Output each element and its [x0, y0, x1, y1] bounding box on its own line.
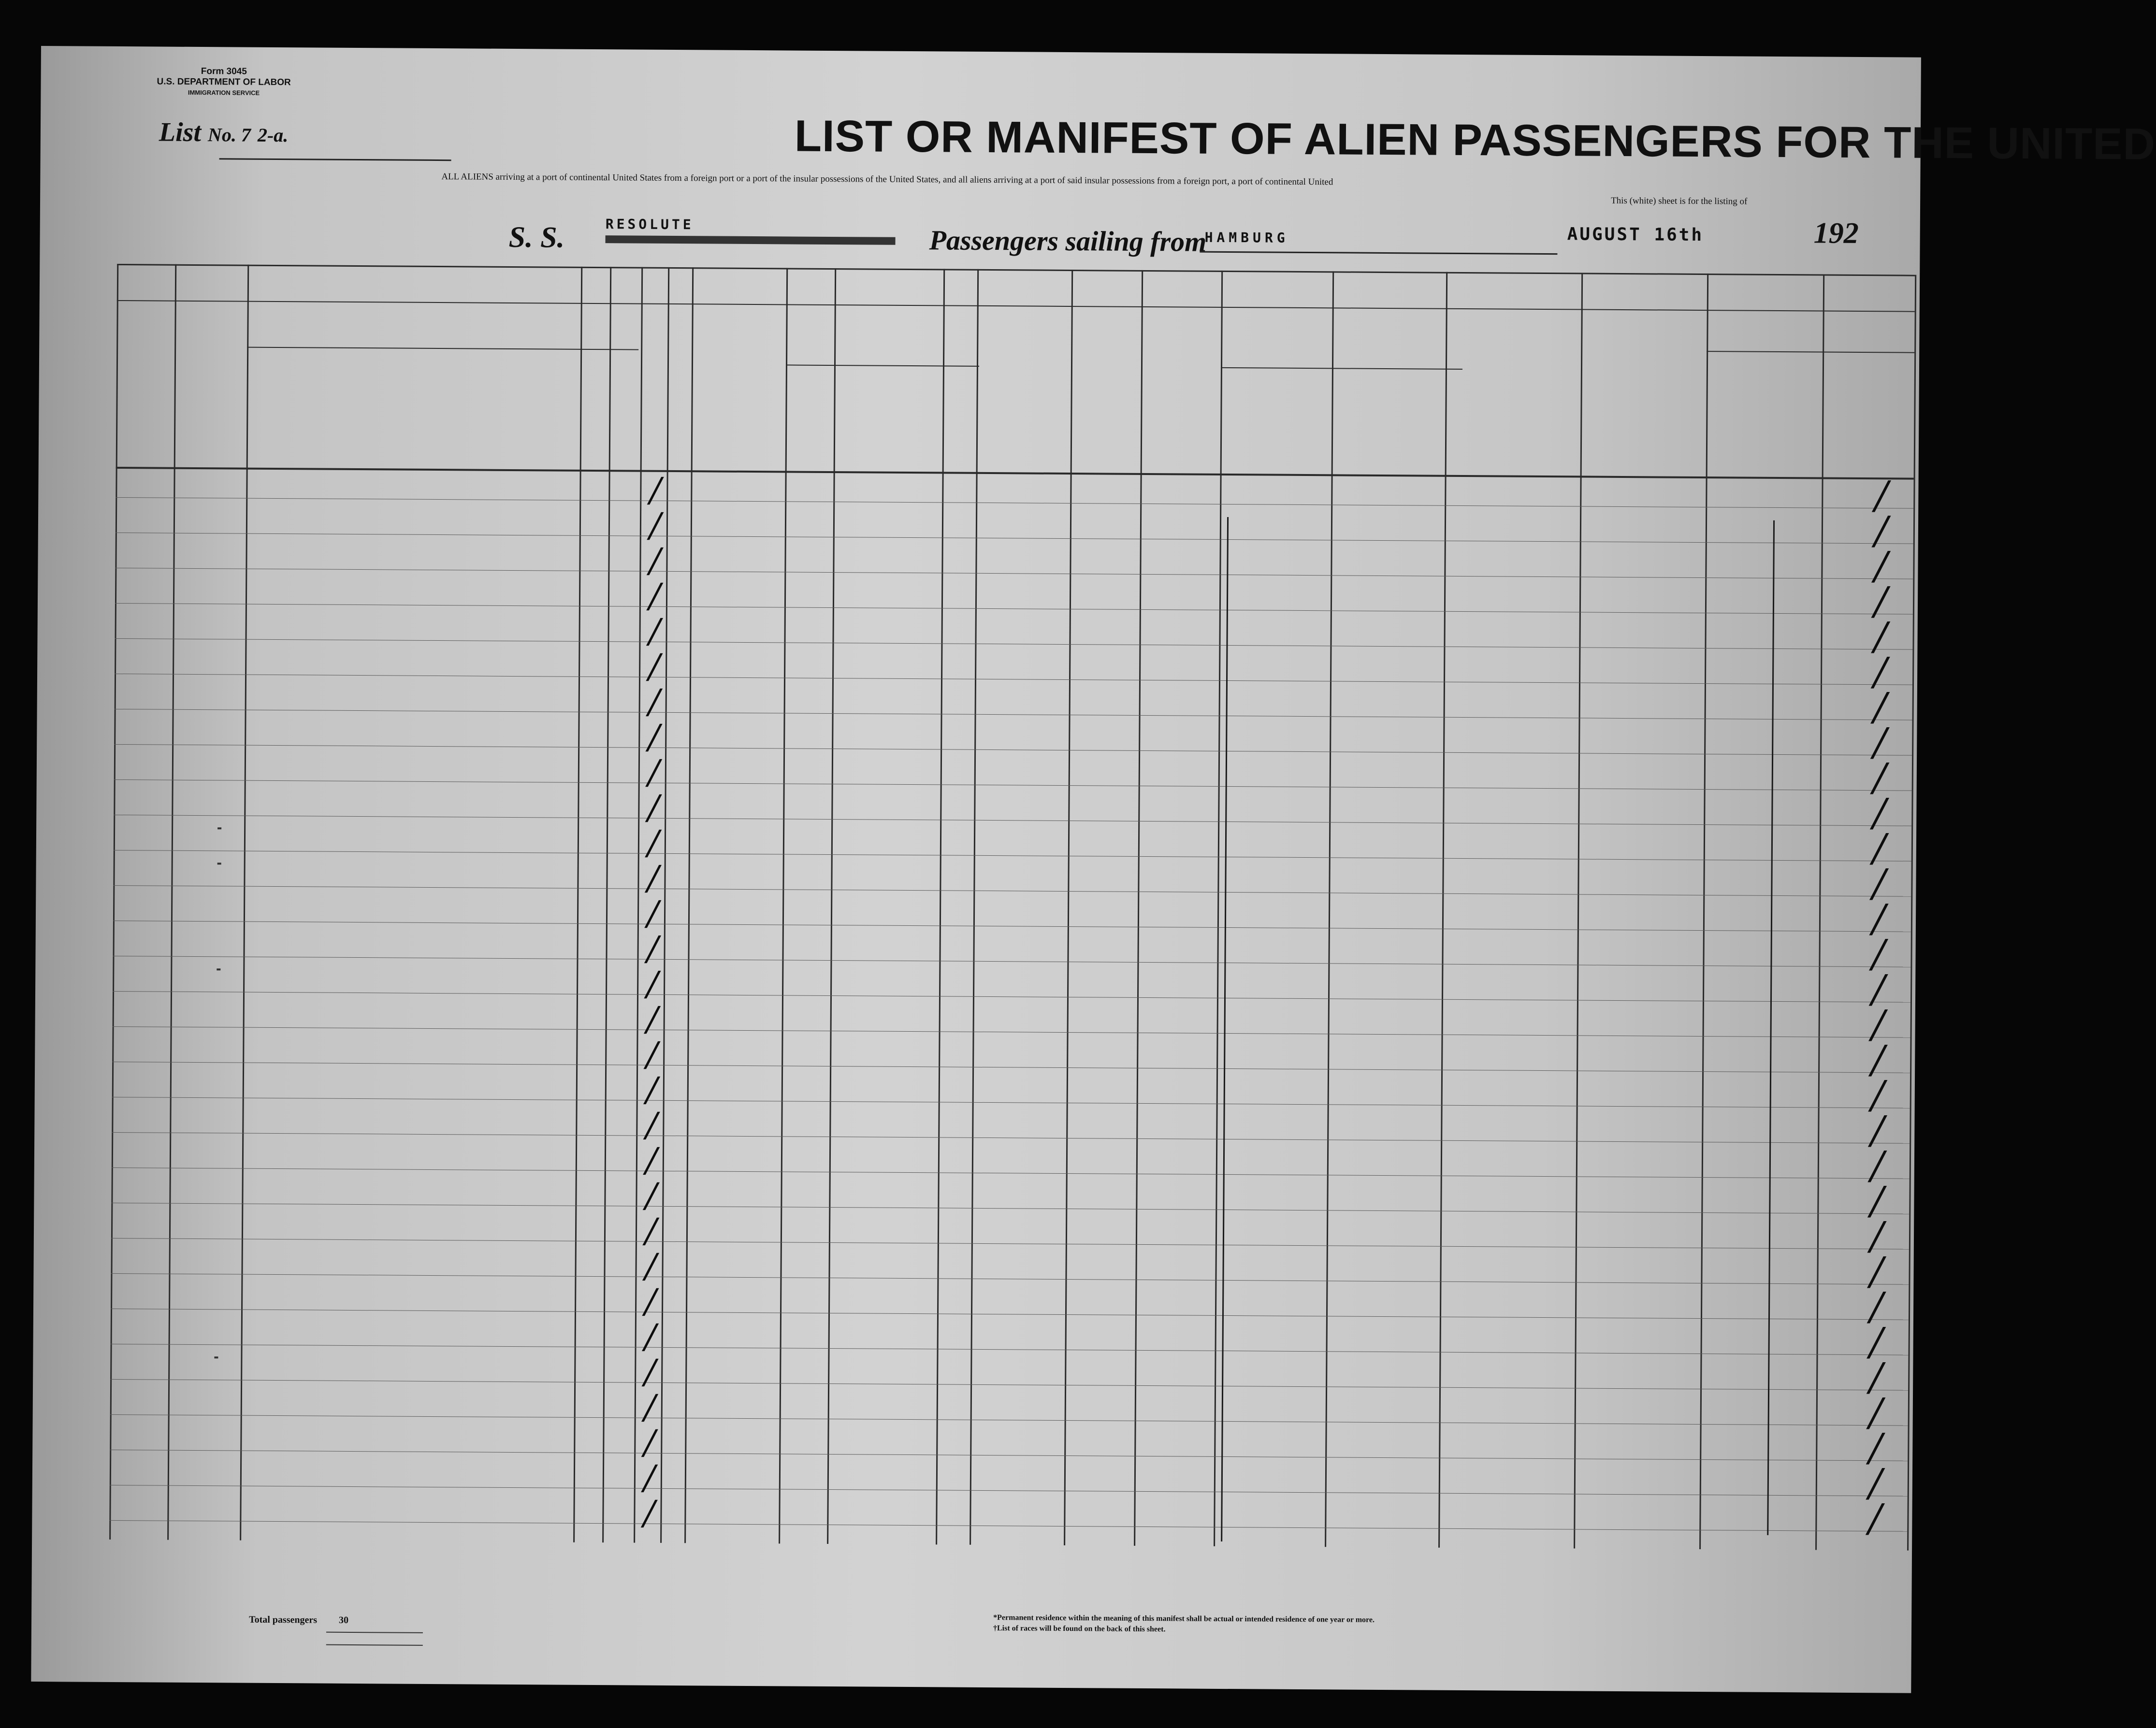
list-underline	[219, 158, 451, 161]
tick-mark: /	[1870, 1213, 1884, 1259]
check-mark: /	[643, 1457, 655, 1498]
tick-mark: /	[1874, 578, 1888, 624]
check-mark: /	[645, 1175, 657, 1215]
header-country	[1218, 430, 1329, 431]
header-nationality	[977, 385, 1071, 386]
department: U.S. DEPARTMENT OF LABOR	[157, 76, 291, 88]
tick-mark: /	[1870, 1143, 1884, 1188]
year: 192	[1813, 216, 1859, 250]
column-headers	[41, 46, 1921, 58]
tick-mark: /	[1871, 966, 1885, 1012]
tick-mark: /	[1869, 1354, 1883, 1400]
grid-hline	[1707, 351, 1914, 353]
grid-hline	[114, 815, 1911, 826]
check-mark: /	[648, 787, 660, 827]
check-mark: /	[644, 1316, 656, 1356]
header-place-of-birth	[1223, 329, 1455, 330]
check-mark: /	[643, 1493, 655, 1533]
header-able-to	[798, 321, 972, 322]
header-head-tax	[177, 317, 245, 318]
grid-vline	[634, 267, 643, 1543]
check-mark: /	[644, 1387, 656, 1427]
grid-vline	[936, 269, 945, 1544]
sailing-label: Passengers sailing from	[929, 224, 1207, 258]
tick-mark: /	[1869, 1319, 1883, 1365]
tick-mark: /	[1872, 931, 1885, 977]
grid-hline	[114, 779, 1912, 791]
grid-hline	[110, 1450, 1908, 1461]
table-grid	[41, 46, 1921, 58]
grid-hline	[112, 1062, 1910, 1073]
grid-hline	[115, 638, 1913, 650]
grid-vline	[1815, 274, 1824, 1550]
list-label: List	[159, 117, 202, 148]
footnotes	[993, 1613, 1375, 1636]
grid-hline	[113, 1026, 1910, 1038]
list-hand: 2-a.	[257, 124, 289, 146]
grid-hline	[111, 1203, 1909, 1214]
tick-mark: /	[1872, 896, 1886, 941]
grid-hline	[580, 349, 638, 350]
grid-vline	[1214, 271, 1223, 1546]
grid-vline	[1134, 270, 1143, 1546]
grid-vline	[240, 265, 249, 1541]
vessel-strike	[606, 235, 896, 245]
tick-mark: /	[1871, 1072, 1885, 1118]
tick-mark: /	[1873, 755, 1887, 800]
tick-mark: /	[1872, 825, 1886, 871]
grid-vline	[1907, 275, 1916, 1551]
check-mark: /	[648, 717, 660, 757]
check-mark: /	[645, 1140, 657, 1180]
port-underline	[1200, 251, 1557, 255]
tick-mark: /	[1870, 1249, 1883, 1294]
check-mark: /	[650, 470, 662, 510]
grid-hline	[112, 1097, 1910, 1109]
departure-port: HAMBURG	[1204, 229, 1289, 246]
check-mark: /	[644, 1352, 656, 1392]
list-number	[159, 116, 289, 148]
grid-hline	[116, 533, 1913, 544]
vessel-name: RESOLUTE	[605, 216, 694, 233]
totals-label: Total passengers	[249, 1614, 318, 1626]
grid-hline	[247, 347, 580, 350]
header-name-in-full	[257, 318, 571, 320]
grid-hline	[115, 709, 1912, 720]
manifest-sheet	[31, 46, 2156, 1693]
grid-hline	[110, 1414, 1908, 1426]
grid-hline	[111, 1273, 1909, 1285]
header-given-name	[396, 425, 570, 426]
row-status	[217, 863, 221, 864]
tick-mark: /	[1869, 1425, 1882, 1470]
grid-hline	[111, 1309, 1909, 1320]
departure-date: AUGUST 16th	[1567, 224, 1704, 245]
tick-mark: /	[1871, 1002, 1885, 1047]
check-mark: /	[649, 540, 661, 580]
ss-label: S. S.	[508, 220, 565, 254]
grid-hline	[786, 364, 979, 366]
grid-hline	[111, 1238, 1909, 1250]
totals	[249, 1613, 423, 1646]
check-mark: /	[646, 964, 659, 1004]
check-mark: /	[646, 1069, 658, 1109]
tick-mark: /	[1873, 720, 1887, 765]
check-mark: /	[648, 681, 660, 721]
grid-hline	[117, 300, 1915, 312]
row-status	[217, 827, 221, 829]
tick-mark: /	[1875, 473, 1888, 518]
grid-hline	[114, 744, 1912, 756]
page-title: LIST OR MANIFEST OF ALIEN PASSENGERS FOR THE UNITED	[794, 111, 2156, 169]
row-occ	[714, 718, 786, 719]
grid-hline	[112, 1132, 1910, 1144]
tick-mark: /	[1874, 614, 1887, 659]
grid-vline	[167, 264, 176, 1540]
check-mark: /	[649, 576, 661, 616]
grid-hline	[115, 568, 1913, 579]
footnote-races: †List of races will be found on the back of this sheet.	[993, 1624, 1166, 1634]
tick-mark: /	[1869, 1390, 1883, 1435]
grid-hline	[115, 603, 1913, 615]
header-family-name	[251, 424, 387, 425]
check-mark: /	[649, 611, 661, 651]
grid-vline	[1699, 274, 1708, 1549]
list-no: No. 7	[207, 124, 251, 146]
check-mark: /	[645, 1246, 657, 1286]
grid-hline	[117, 264, 1915, 276]
header-visa	[1446, 393, 1581, 394]
check-mark: /	[647, 858, 659, 898]
header-issued-at	[1581, 403, 1707, 404]
check-mark: /	[649, 505, 661, 545]
grid-vline	[684, 267, 694, 1543]
grid-hline	[111, 1344, 1909, 1355]
tick-mark: /	[1873, 790, 1886, 835]
grid-vline	[1325, 271, 1334, 1547]
tick-mark: /	[1874, 543, 1888, 589]
grid-vline	[1574, 273, 1583, 1548]
residence-ditto-line	[1767, 520, 1775, 1535]
tick-mark: /	[1872, 861, 1886, 906]
grid-vline	[969, 269, 979, 1545]
grid-hline	[115, 674, 1912, 685]
grid-hline	[113, 991, 1910, 1003]
country-ditto-line	[1221, 517, 1229, 1541]
check-mark: /	[647, 822, 659, 863]
check-mark: /	[646, 999, 658, 1039]
row-status	[217, 968, 220, 970]
row-occ	[714, 612, 787, 613]
grid-vline	[827, 268, 836, 1544]
grid-hline	[113, 885, 1911, 897]
grid-vline	[1064, 270, 1073, 1545]
tick-mark: /	[1871, 1037, 1885, 1082]
subtitle: ALL ALIENS arriving at a port of continental United States from a foreign port or a port of the insular possessions of the United States, and all aliens arriving at a port of said insular possessions from a foreign port, a port of continental United	[441, 172, 1333, 187]
column-numbers	[41, 46, 1921, 58]
tick-mark: /	[1868, 1460, 1882, 1506]
tick-mark: /	[1871, 1108, 1884, 1153]
grid-hline	[116, 497, 1913, 509]
check-mark: /	[644, 1422, 656, 1462]
check-mark: /	[648, 752, 660, 792]
check-mark: /	[648, 646, 661, 686]
grid-hline	[1221, 367, 1462, 370]
check-mark: /	[646, 1034, 658, 1074]
tick-mark: /	[1868, 1496, 1882, 1541]
form-header	[157, 66, 291, 99]
check-mark: /	[646, 1105, 658, 1145]
grid-hline	[109, 1520, 1907, 1532]
grid-hline	[113, 921, 1911, 932]
totals-value: 30	[338, 1614, 349, 1626]
grid-hline	[113, 956, 1910, 967]
header-date	[1707, 394, 1823, 395]
grid-hline	[114, 850, 1911, 862]
tick-mark: /	[1869, 1284, 1883, 1329]
header-calling	[696, 383, 783, 384]
check-mark: /	[645, 1210, 657, 1251]
grid-hline	[116, 467, 1914, 480]
check-mark: /	[647, 893, 659, 933]
tick-mark: /	[1873, 649, 1887, 694]
service: IMMIGRATION SERVICE	[188, 88, 260, 97]
subtitle-2: This (white) sheet is for the listing of	[1611, 195, 1748, 207]
check-mark: /	[647, 928, 659, 968]
footnote-residence: *Permanent residence within the meaning of this manifest shall be actual or intended residence of one year or more.	[993, 1613, 1375, 1624]
tick-mark: /	[1873, 684, 1887, 730]
header-race	[1078, 400, 1136, 401]
grid-vline	[573, 267, 582, 1542]
row-status	[214, 1356, 218, 1358]
grid-vline	[660, 267, 669, 1543]
grid-hline	[112, 1167, 1910, 1179]
passenger-rows	[41, 46, 1921, 58]
check-mark: /	[644, 1281, 656, 1321]
grid-vline	[602, 267, 611, 1542]
tick-mark: /	[1870, 1178, 1884, 1224]
tick-mark: /	[1874, 508, 1888, 553]
grid-hline	[110, 1379, 1908, 1391]
grid-vline	[1438, 272, 1447, 1548]
grid-vline	[779, 268, 788, 1543]
form-number: Form 3045	[201, 66, 247, 77]
grid-hline	[110, 1485, 1908, 1497]
grid-vline	[109, 264, 118, 1540]
